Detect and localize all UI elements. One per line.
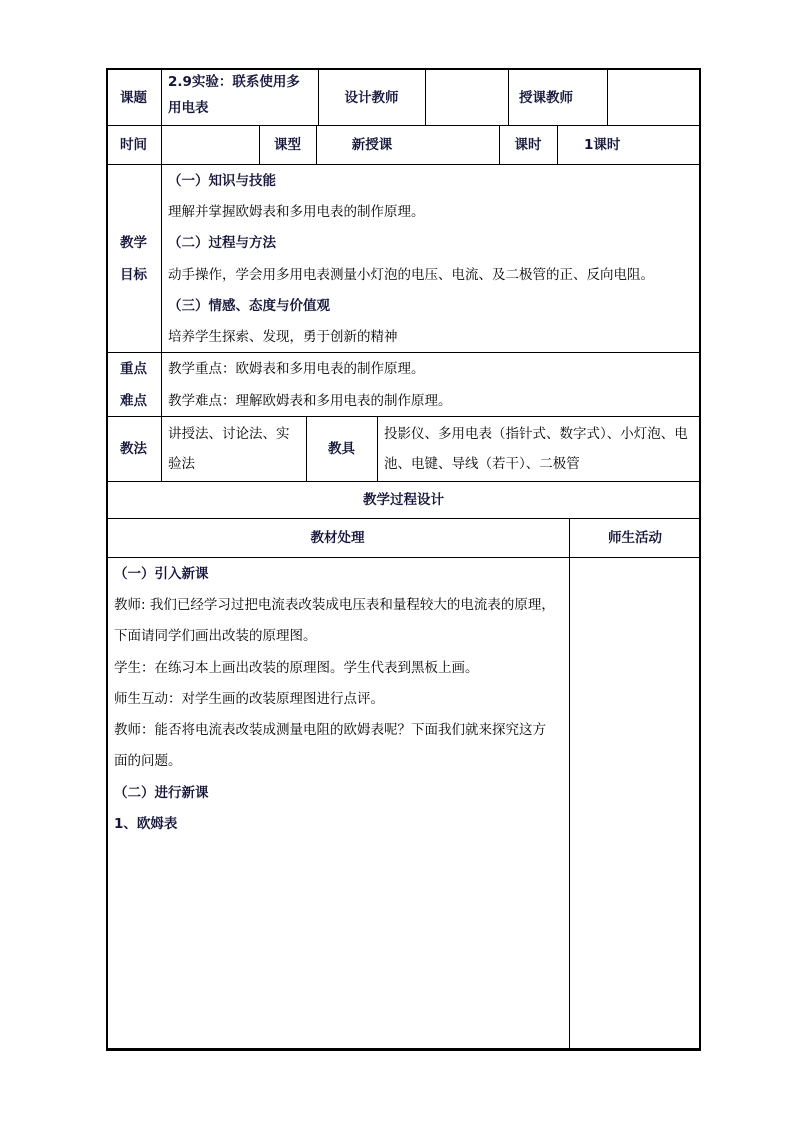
process-title: 教学过程设计	[363, 492, 444, 508]
methods-value-line1: 讲授法、讨论法、实	[168, 426, 290, 442]
process-line: 教师：能否将电流表改装成测量电阻的欧姆表呢？下面我们就来探究这方	[114, 722, 546, 738]
keypoints-label-line1: 重点	[120, 361, 147, 377]
row-divider	[106, 416, 701, 417]
process-line: 面的问题。	[114, 753, 182, 769]
col-divider	[161, 68, 162, 125]
objective-text: 理解并掌握欧姆表和多用电表的制作原理。	[168, 204, 425, 220]
topic-value-line1: 2.9实验：联系使用多	[168, 74, 300, 90]
objectives-label-line1: 教学	[120, 235, 147, 251]
col-divider	[161, 164, 162, 481]
type-value: 新授课	[351, 137, 393, 153]
teaching-difficulty: 教学难点：理解欧姆表和多用电表的制作原理。	[168, 393, 452, 409]
row-divider	[106, 352, 701, 353]
designer-label: 设计教师	[344, 90, 399, 106]
col-divider	[607, 68, 608, 125]
row-divider	[106, 481, 701, 482]
column-header-material: 教材处理	[310, 530, 365, 546]
methods-value-line2: 验法	[168, 456, 195, 472]
tools-label: 教具	[328, 441, 355, 457]
row-divider	[106, 164, 701, 165]
row-divider	[106, 125, 701, 126]
objective-heading: （三）情感、态度与价值观	[168, 298, 330, 314]
process-line: 下面请同学们画出改装的原理图。	[114, 628, 317, 644]
time-label: 时间	[120, 137, 147, 153]
process-line: 教师: 我们已经学习过把电流表改装成电压表和量程较大的电流表的原理，	[114, 597, 555, 613]
objectives-label-line2: 目标	[120, 267, 147, 283]
row-divider	[106, 557, 701, 558]
teacher-label: 授课教师	[519, 90, 573, 106]
process-line: 师生互动：对学生画的改装原理图进行点评。	[114, 691, 384, 707]
col-divider	[425, 68, 426, 125]
col-divider	[161, 125, 162, 164]
col-divider	[557, 125, 558, 164]
process-line: 1、欧姆表	[114, 816, 178, 832]
objective-heading: （一）知识与技能	[168, 173, 276, 189]
row-divider	[106, 518, 701, 519]
hours-label: 课时	[514, 137, 542, 153]
teaching-key-point: 教学重点：欧姆表和多用电表的制作原理。	[168, 361, 425, 377]
objective-text: 培养学生探索、发现，勇于创新的精神	[168, 329, 398, 345]
objective-text: 动手操作，学会用多用电表测量小灯泡的电压、电流、及二极管的正、反向电阻。	[168, 267, 654, 283]
objective-heading: （二）过程与方法	[168, 235, 276, 251]
topic-value-line2: 用电表	[168, 100, 209, 116]
tools-value-line1: 投影仪、多用电表（指针式、数字式）、小灯泡、电	[384, 426, 688, 442]
tools-value-line2: 池、电键、导线（若干）、二极管	[384, 456, 580, 472]
column-header-activity: 师生活动	[608, 530, 662, 546]
methods-label: 教法	[120, 441, 147, 457]
col-divider	[569, 518, 570, 1051]
process-line: （二）进行新课	[114, 785, 209, 801]
col-divider	[377, 416, 378, 481]
process-line: 学生：在练习本上画出改装的原理图。学生代表到黑板上画。	[114, 660, 479, 676]
process-line: （一）引入新课	[114, 566, 209, 582]
keypoints-label-line2: 难点	[120, 393, 147, 409]
type-label: 课型	[274, 137, 301, 153]
hours-value: 1课时	[584, 137, 621, 153]
topic-label: 课题	[120, 90, 147, 106]
